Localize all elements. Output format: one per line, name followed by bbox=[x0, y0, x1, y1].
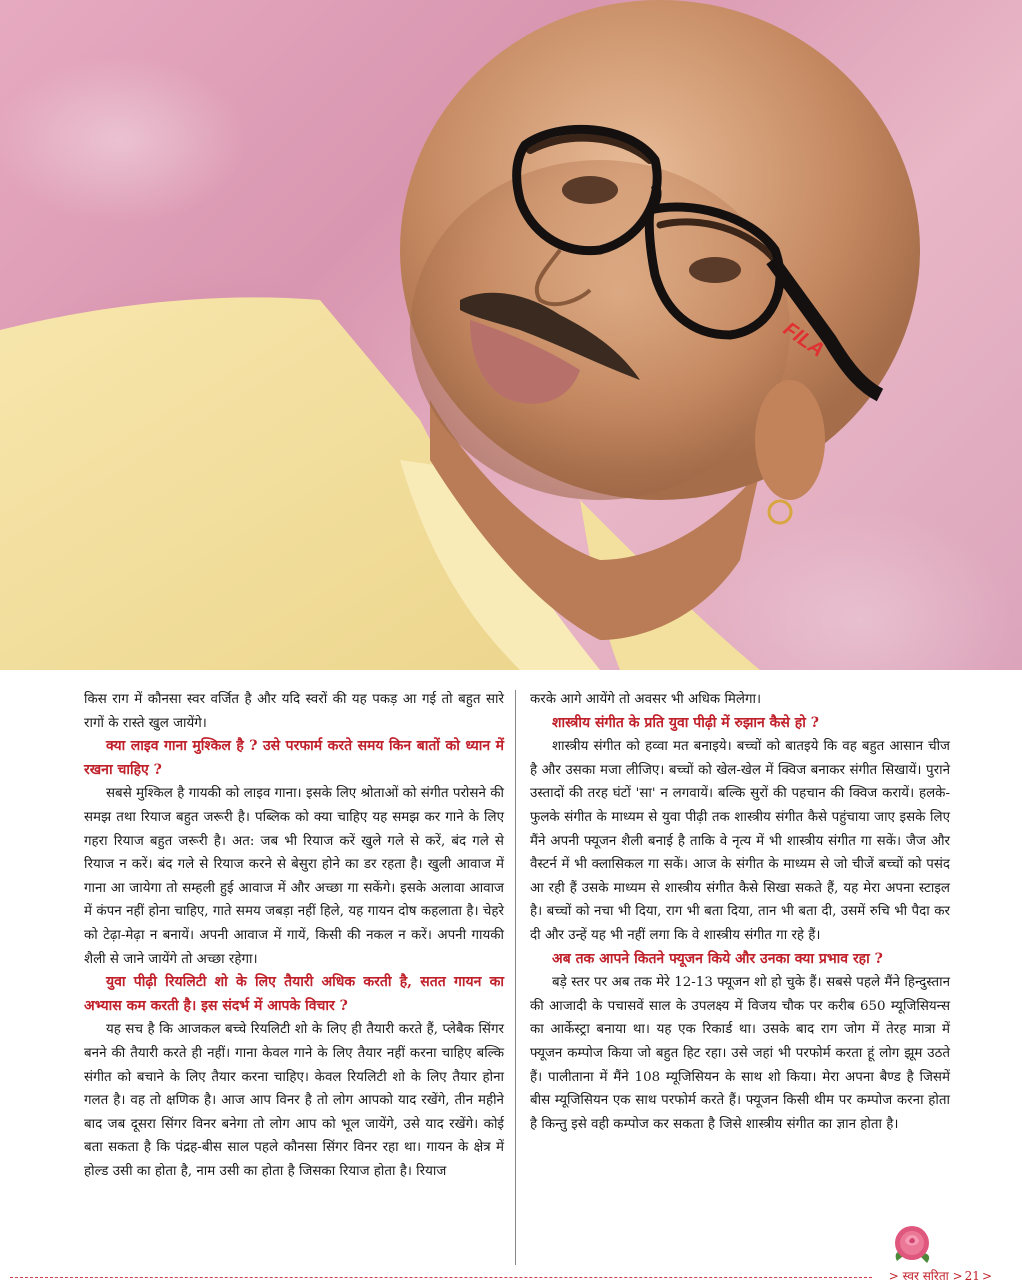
column-divider bbox=[515, 690, 516, 1265]
answer-paragraph: शास्त्रीय संगीत को हव्वा मत बनाइये। बच्चों को बातइये कि वह बहुत आसान चीज है और उसका मजा लीजिए। बच्चों को खेल-खेल में क्विज बनाकर संगीत सिखायें। पुराने उस्तादों की तरह घंटों 'सा' न लगवायें। बल्कि सुरों की पहचान की क्विज करायें। हलके-फुलके संगीत के माध्यम से युवा पीढ़ी तक शास्त्रीय संगीत कैसे पहुंचाया जाए इसके लिए मैंने अपनी फ्यूजन शैली बनाई है ताकि वे नृत्य में भी शास्त्रीय संगीत गा सकें। जैज और वैस्टर्न में भी क्लासिकल गा सकें। आज के संगीत के माध्यम से जो चीजें बच्चों को पसंद आ रही हैं उसके माध्यम से शास्त्रीय संगीत कैसे सिखा सकते हैं, यह मेरा अपना स्टाइल है। बच्चों को नचा भी दिया, राग भी बता दिया, तान भी बता दी, उसमें रुचि भी पैदा कर दी और उन्हें यह भी नहीं लगा कि वे शास्त्रीय संगीत गा रहे हैं। bbox=[530, 739, 950, 943]
page-footer bbox=[0, 1265, 1022, 1288]
question-heading: अब तक आपने कितने फ्यूजन किये और उनका क्या प्रभाव रहा ? bbox=[552, 950, 883, 967]
footer-dashed-line bbox=[10, 1277, 872, 1278]
footer-tag bbox=[889, 1267, 992, 1284]
glasses-brand-text: FILA bbox=[779, 318, 829, 362]
earring bbox=[769, 501, 791, 523]
paragraph: किस राग में कौनसा स्वर वर्जित है और यदि स्वरों की यह पकड़ आ गई तो बहुत सारे रागों के रास्ते खुल जायेंगे। bbox=[84, 692, 504, 731]
page-prefix: > bbox=[952, 1269, 963, 1283]
paragraph: करके आगे आयेंगे तो अवसर भी अधिक मिलेगा। bbox=[530, 692, 762, 707]
question-heading: युवा पीढ़ी रियलिटी शो के लिए तैयारी अधिक करती है, सतत गायन का अभ्यास कम करती है। इस संदर्भ में आपके विचार ? bbox=[84, 974, 504, 1014]
answer-paragraph: सबसे मुश्किल है गायकी को लाइव गाना। इसके लिए श्रोताओं को संगीत परोसने की समझ तथा रियाज बहुत जरूरी है। पब्लिक को क्या चाहिए यह समझ कर गाने के लिए गहरा रियाज बहुत जरूरी है। अत: जब भी रियाज करें खुले गले से करें, बंद गले से रियाज न करें। बंद गले से रियाज करने से बेसुरा होने का डर रहता है। खुली आवाज में गाना आ जायेगा तो सम्हली हुई आवाज में और अच्छा गा सकेंगे। इसके अलावा आवाज में कंपन नहीं होना चाहिए, गाते समय जबड़ा नहीं हिले, यह गायन दोष कहलाता है। चेहरे को टेढ़ा-मेढ़ा न बनायें। अपनी आवाज में गायें, किसी की नकल न करें। अपनी गायकी शैली से जाने जायेंगे तो अच्छा रहेगा। bbox=[84, 786, 504, 967]
right-column bbox=[530, 688, 950, 1136]
ear-shape bbox=[755, 380, 825, 500]
page-number: 21 bbox=[964, 1269, 980, 1283]
magazine-name: स्वर सरिता bbox=[902, 1269, 949, 1283]
answer-paragraph: बड़े स्तर पर अब तक मेरे 12-13 फ्यूजन शो हो चुके हैं। सबसे पहले मैंने हिन्दुस्तान की आजादी के पचासवें साल के उपलक्ष्य में विजय चौक पर करीब 650 म्यूजिसियन्स का आर्केस्ट्रा बनाया था। यह एक रिकार्ड था। उसके बाद राग जोग में तेरह मात्रा में फ्यूजन कम्पोज किया जो बहुत हिट रहा। उसे जहां भी परफोर्म करता हूं लोग झूम उठते हैं। पालीताना में मैंने 108 म्यूजिसियन के साथ शो किया। मेरा अपना बैण्ड है जिसमें बीस म्यूजिसियन एक साथ परफोर्म करते हैं। फ्यूजन किसी थीम पर कम्पोज करना होता है किन्तु इसे वही कम्पोज कर सकता है जिसे शास्त्रीय संगीत का ज्ञान होता है। bbox=[530, 975, 950, 1132]
rose-icon bbox=[887, 1221, 937, 1269]
question-heading: शास्त्रीय संगीत के प्रति युवा पीढ़ी में रुझान कैसे हो ? bbox=[552, 714, 819, 731]
answer-paragraph: यह सच है कि आजकल बच्चे रियलिटी शो के लिए ही तैयारी करते हैं, प्लेबैक सिंगर बनने की तैयारी करते ही नहीं। गाना केवल गाने के लिए तैयार नहीं करना चाहिए बल्कि संगीत को बचाने के लिए तैयार करना चाहिए। केवल रियलिटी शो के लिए तैयार होना गलत है। वह तो क्षणिक है। आज आप विनर है तो लोग आपको याद रखेंगे, तीन महीने बाद जब दूसरा सिंगर विनर बनेगा तो लोग आप को भूल जायेंगे, उसे याद रखेंगे। कोई बता सकता है कि पंद्रह-बीस साल पहले कौनसा सिंगर विनर रहा था। गायन के क्षेत्र में होल्ड उसी का होता है, नाम उसी का होता है जिसका रियाज होता है। रियाज bbox=[84, 1022, 504, 1179]
footer-prefix: > bbox=[888, 1269, 899, 1283]
footer-suffix: > bbox=[981, 1269, 992, 1283]
question-heading: क्या लाइव गाना मुश्किल है ? उसे परफार्म करते समय किन बातों को ध्यान में रखना चाहिए ? bbox=[84, 738, 504, 778]
left-column bbox=[84, 688, 504, 1183]
